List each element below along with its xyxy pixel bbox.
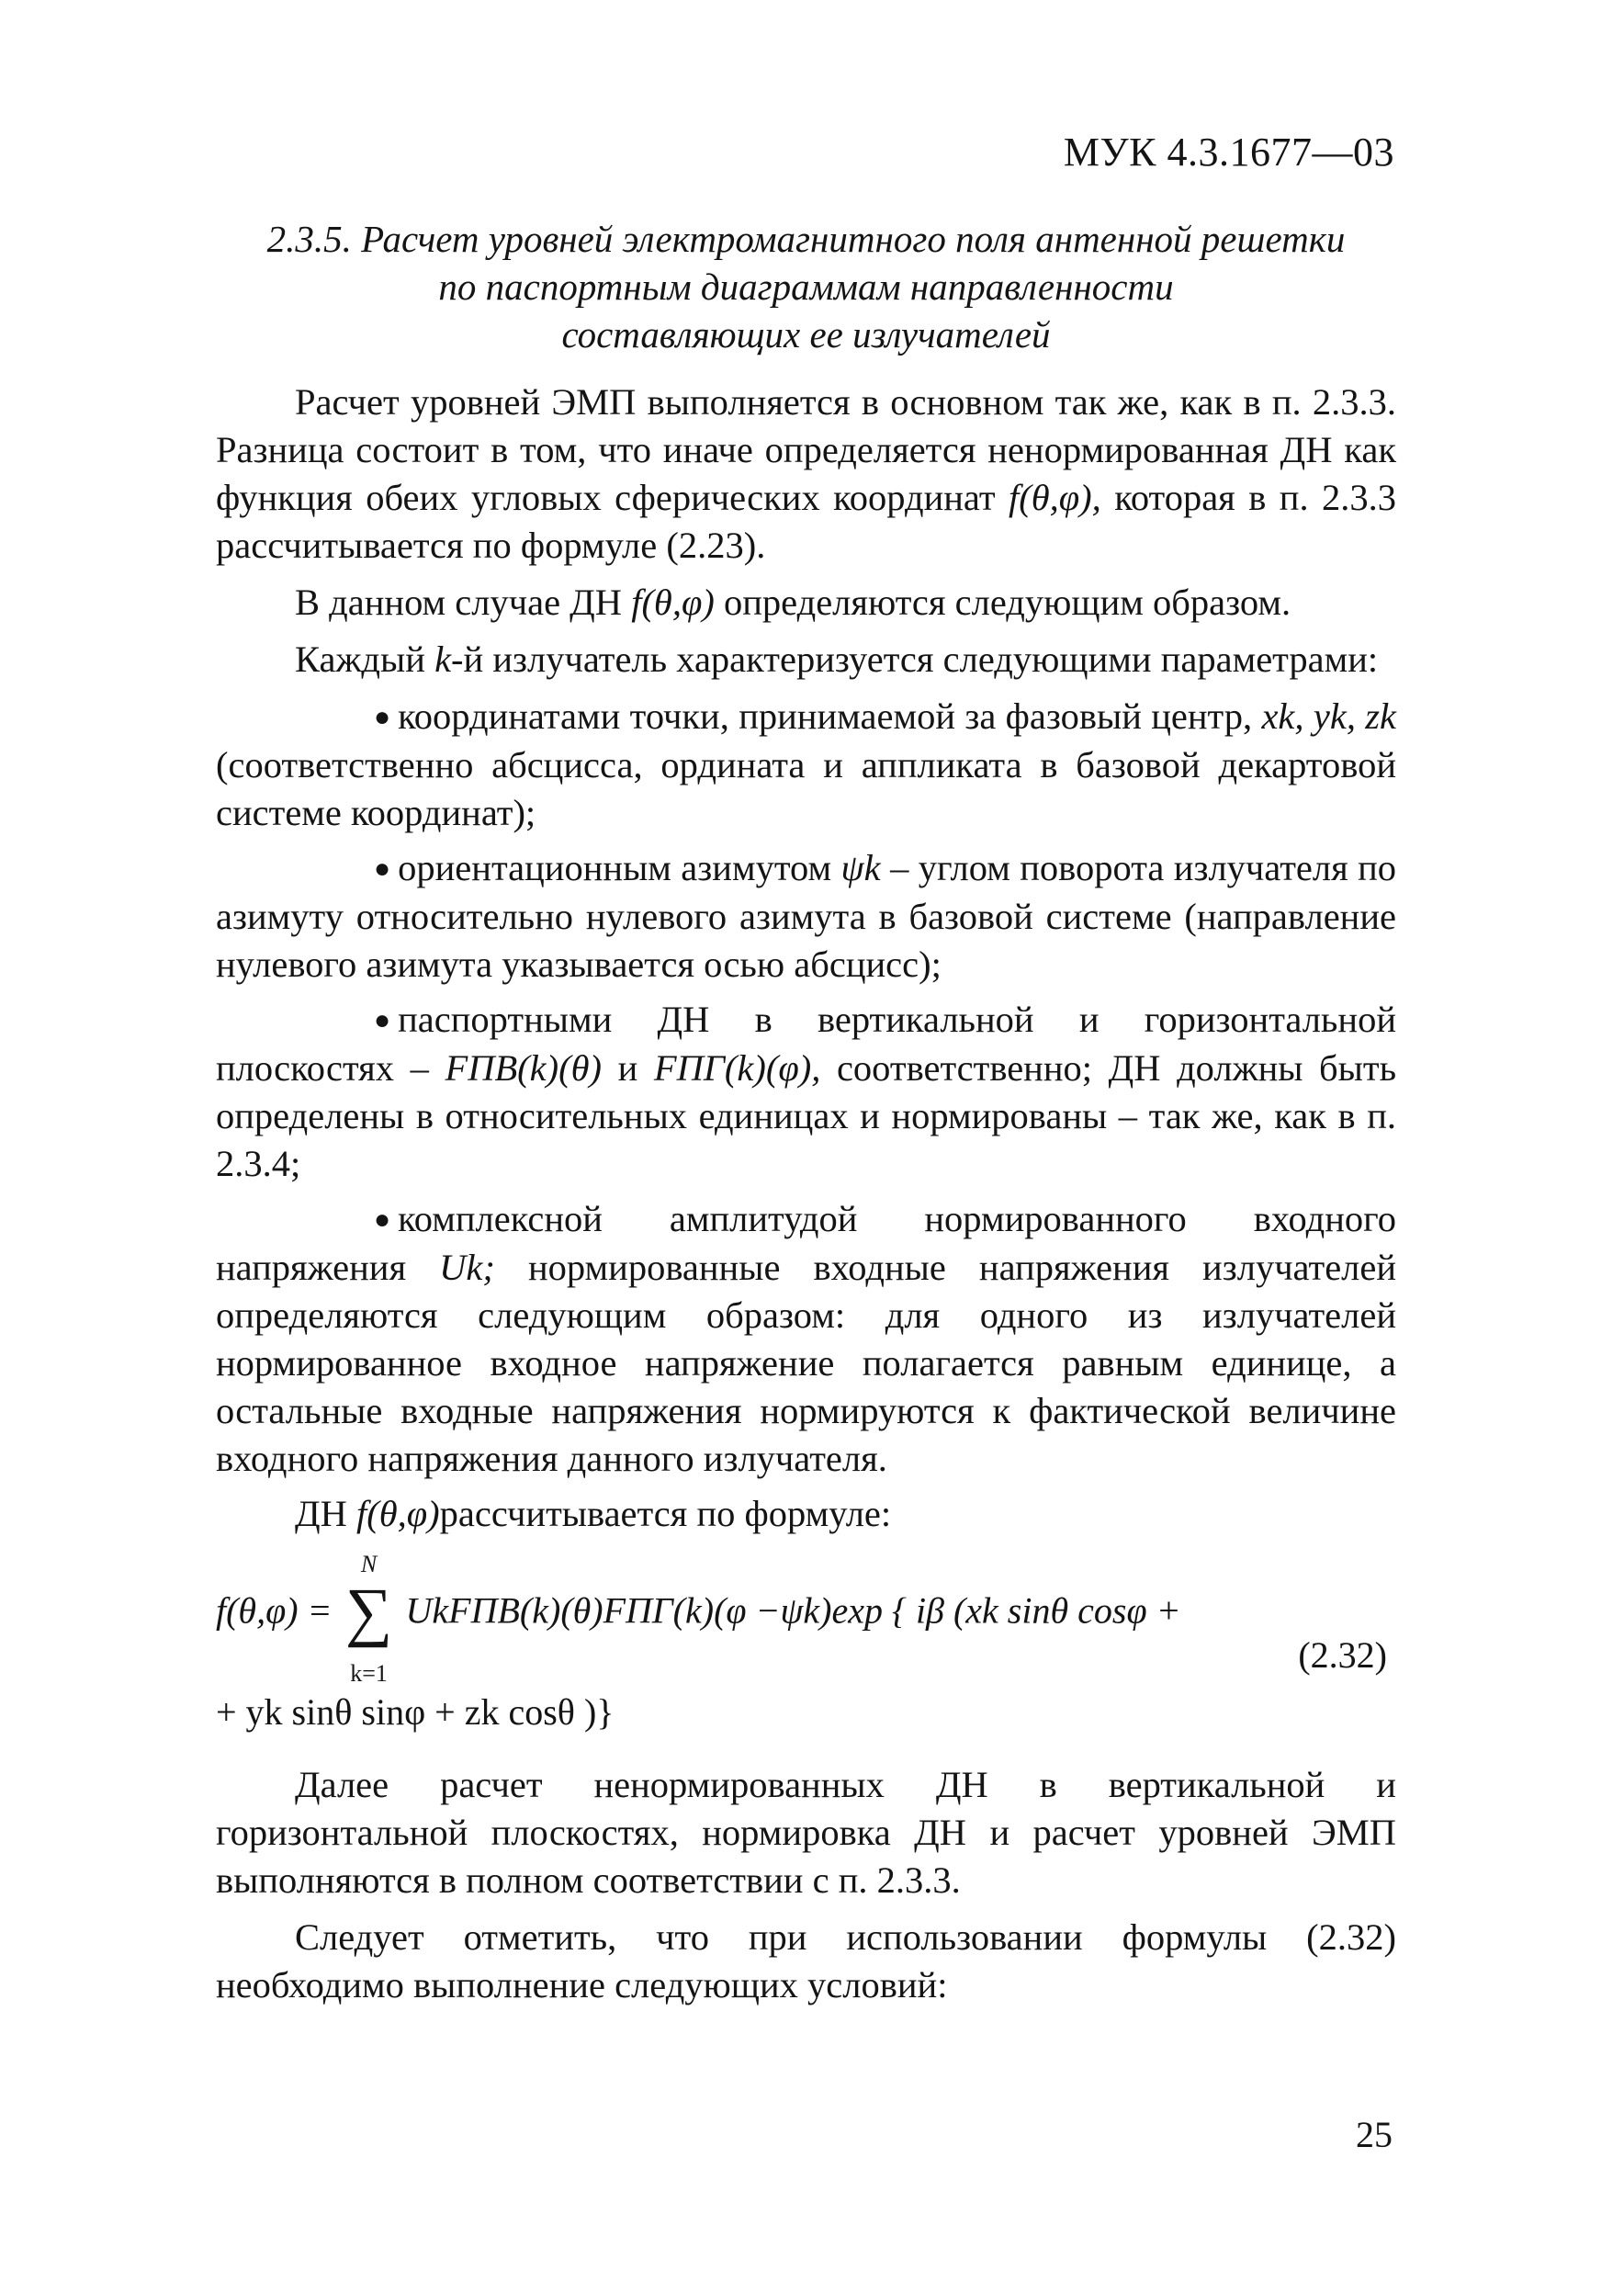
section-title-line-3: составляющих ее излучателей: [561, 313, 1051, 356]
bullet-2-head: ориентационным азимутом: [398, 847, 832, 888]
page-number: 25: [1356, 2114, 1393, 2155]
bullet-3-tail: соответственно; ДН должны быть определены в относительных единицах и нормированы – так же, как в п. 2.3.4;: [216, 1047, 1397, 1184]
bullet-3-and: и: [617, 1047, 638, 1089]
paragraph-4-head: ДН: [295, 1493, 347, 1534]
sum-operator: [342, 1551, 397, 1687]
paragraph-3-tail: -й излучатель характеризуется следующими параметрами:: [451, 638, 1379, 680]
sigma-icon: ∑: [344, 1575, 393, 1648]
paragraph-4-function: f(θ,φ): [356, 1493, 440, 1534]
bullet-item-amplitude: [216, 1195, 1396, 1483]
paragraph-3-head: Каждый: [295, 638, 425, 680]
paragraph-2: [216, 579, 1396, 627]
bullet-3-fh: FПГ(k)(φ),: [653, 1047, 821, 1089]
section-title: [216, 215, 1396, 358]
paragraph-6: Следует отметить, что при использовании формулы (2.32) необходимо выполнение следующих условий:: [216, 1916, 1396, 2005]
bullet-1-xyz: xk, yk, zk: [1261, 695, 1397, 737]
sum-lower-limit: k=1: [350, 1660, 388, 1687]
section-title-line-2: по паспортным диаграммам направленности: [438, 266, 1174, 308]
paragraph-1: [216, 378, 1396, 570]
bullet-1-head: координатами точки, принимаемой за фазовый центр,: [398, 695, 1253, 737]
formula-2-32: [216, 1551, 1396, 1743]
paragraph-4-tail: рассчитывается по формуле:: [439, 1493, 892, 1534]
sum-upper-limit: N: [360, 1551, 378, 1577]
bullet-4-tail: нормированные входные напряжения излучателей определяются следующим образом: для одного из излучателей нормированное входное напряжение полагается равным единице, а остальные входные напряжения нормируются к фактической величине входного напряжения данного излучателя.: [216, 1247, 1397, 1479]
bullet-4-head: комплексной амплитудой нормированного входного напряжения: [216, 1198, 1396, 1288]
paragraph-2-function: f(θ,φ): [631, 582, 715, 623]
bullet-4-var: Uk;: [439, 1247, 495, 1288]
bullet-dot-icon: ●: [374, 853, 391, 884]
paragraph-3: [216, 636, 1396, 684]
paragraph-4: [216, 1490, 1396, 1538]
formula-rhs: UkFПВ(k)(θ)FПГ(k)(φ −ψk)exp { iβ (xk sinθ cosφ +: [405, 1589, 1181, 1632]
formula-lhs: f(θ,φ) =: [216, 1589, 333, 1632]
formula-line-2: + yk sinθ sinφ + zk cosθ )}: [216, 1691, 615, 1733]
bullet-3-head: паспортными ДН в вертикальной и горизонтальной плоскостях –: [216, 999, 1396, 1089]
paragraph-2-head: В данном случае ДН: [295, 582, 623, 623]
bullet-1-tail: (соответственно абсцисса, ордината и аппликата в базовой декартовой системе координат);: [216, 744, 1396, 833]
formula-number: (2.32): [1298, 1634, 1387, 1676]
bullet-dot-icon: ●: [374, 702, 391, 732]
bullet-dot-icon: ●: [374, 1005, 391, 1035]
bullet-3-fv: FПВ(k)(θ): [445, 1047, 602, 1089]
paragraph-2-tail: определяются следующим образом.: [723, 582, 1291, 623]
bullet-dot-icon: ●: [374, 1204, 391, 1235]
bullet-item-azimuth: [216, 844, 1396, 989]
bullet-item-patterns: [216, 996, 1396, 1188]
document-code: МУК 4.3.1677—03: [1063, 130, 1394, 175]
formula-line-1: [216, 1551, 1181, 1687]
paragraph-1-function: f(θ,φ),: [1008, 477, 1101, 518]
paragraph-1-tail: которая в п. 2.3.3 рассчитывается по формуле (2.23).: [216, 477, 1397, 566]
paragraph-3-var: k: [434, 638, 452, 680]
bullet-2-var: ψk: [840, 847, 881, 888]
bullet-item-coordinates: [216, 693, 1396, 837]
paragraph-1-text: Расчет уровней ЭМП выполняется в основном так же, как в п. 2.3.3. Разница состоит в том, что иначе определяется ненормированная ДН как функция обеих угловых сферических координат: [216, 381, 1396, 518]
bullet-2-tail: – углом поворота излучателя по азимуту относительно нулевого азимута в базовой системе (направление нулевого азимута указывается осью абсцисс);: [216, 847, 1397, 985]
page-content: [216, 215, 1396, 2018]
paragraph-5: Далее расчет ненормированных ДН в вертикальной и горизонтальной плоскостях, нормировка ДН и расчет уровней ЭМП выполняются в полном соответствии с п. 2.3.3.: [216, 1764, 1396, 1901]
section-title-line-1: 2.3.5. Расчет уровней электромагнитного поля антенной решетки: [266, 218, 1346, 260]
